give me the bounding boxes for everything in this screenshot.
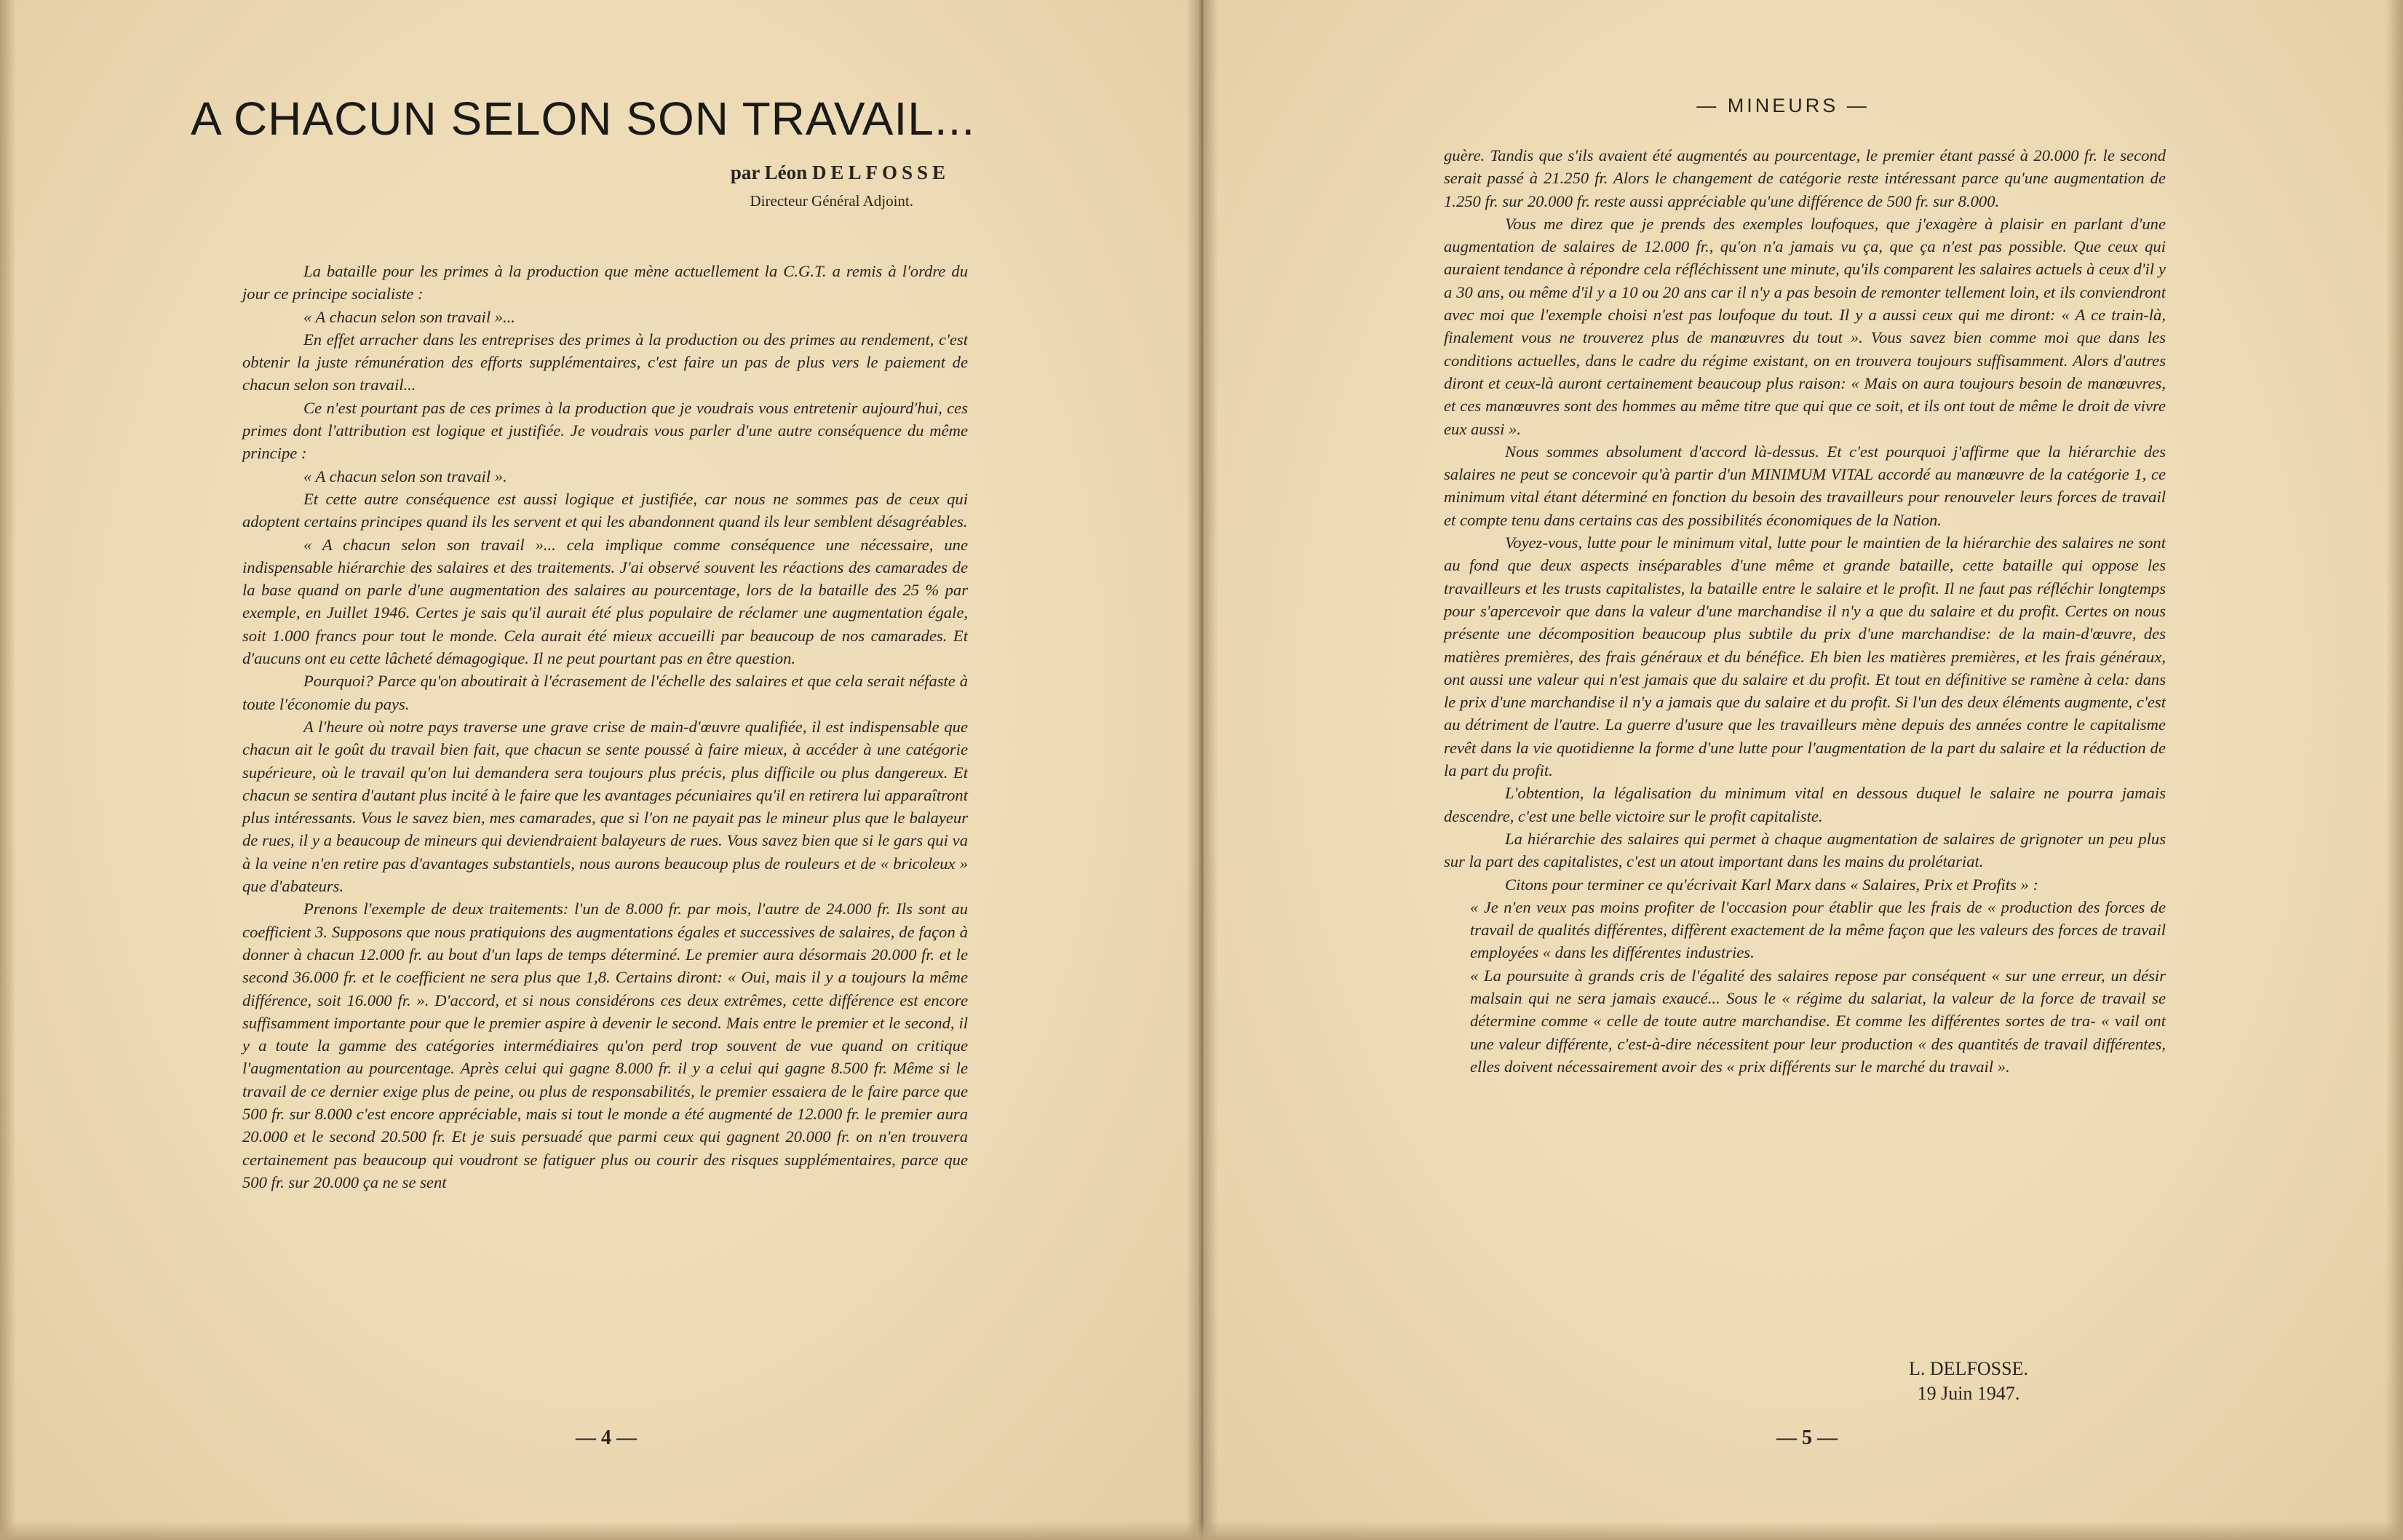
page-edge-shadow <box>2386 0 2403 1540</box>
paragraph: « A chacun selon son travail ». <box>303 467 507 485</box>
page-number: — 4 — <box>576 1426 637 1449</box>
paragraph: Ce n'est pourtant pas de ces primes à la production que je voudrais vous entretenir aujourd'hui, ces primes dont l'attribution est logique et justifiée. Je voudrais vous parler d'une autre conséquence du même principe : <box>242 398 968 463</box>
paragraph: Voyez-vous, lutte pour le minimum vital, lutte pour le maintien de la hiérarchie des salaires ne sont au fond que deux aspects inséparables d'une même et grande bataille, cette bataille qui oppose les travailleurs et les trusts capitalistes, la bataille entre le salaire et le profit. Il ne faut pas réfléchir longtemps pour s'apercevoir que dans la valeur d'une marchandise il n'y a que du salaire et du profit. Certes on nous présente une décomposition beaucoup plus subtile du prix d'une marchandise: de la main-d'œuvre, des matières premières, des frais généraux et du bénéfice. Eh bien les matières premières, et les frais généraux, ont aussi une valeur qui n'est jamais que du salaire et du profit. Et tout en définitive se ramène à cela: dans le prix d'une marchandise il n'y a jamais que du salaire et du profit. Si l'un des deux éléments augmente, c'est au détriment de l'autre. La guerre d'usure que les travailleurs mène depuis des années contre le capitalisme revêt dans la vie quotidienne la forme d'une lutte pour l'augmentation de la part du salaire et la réduction de la part du profit. <box>1444 533 2166 780</box>
paragraph: « A chacun selon son travail »... cela implique comme conséquence une nécessaire, une indispensable hiérarchie des salaires et des traitements. J'ai observé souvent les réactions des camarades de la base quand on parle d'une augmentation des salaires au pourcentage, lors de la bataille des 25 % par exemple, en Juillet 1946. Certes je sais qu'il aurait été plus populaire de réclamer une augmentation égale, soit 1.000 francs pour tout le monde. Cela aurait été mieux accueilli par beaucoup de nos camarades. Et d'aucuns ont eu cette lâcheté démagogique. Il ne peut pourtant pas en être question. <box>242 535 968 668</box>
author-name: DELFOSSE <box>811 162 950 183</box>
book-spine <box>1186 0 1218 1540</box>
paragraph: Pourquoi? Parce qu'on aboutirait à l'écrasement de l'échelle des salaires et que cela serait néfaste à toute l'économie du pays. <box>242 672 968 713</box>
paragraph: Et cette autre conséquence est aussi logique et justifiée, car nous ne sommes pas de ceux qui adoptent certains principes quand ils les servent et qui les abandonnent quand ils leur semblent désagréables. <box>242 489 968 531</box>
marx-quote: « Je n'en veux pas moins profiter de l'occasion pour établir que les frais de « production des forces de travail de qualités différentes, diffèrent exactement de la même façon que les valeurs des forces de travail employées « dans les différentes industries. <box>1470 897 2166 962</box>
paragraph: Prenons l'exemple de deux traitements: l'un de 8.000 fr. par mois, l'autre de 24.000 fr. Ils sont au coefficient 3. Supposons que nous pratiquions des augmentations égales et successives de salaires, de façon à donner à chacun 12.000 fr. au bout d'un laps de temps déterminé. Le premier aura désormais 20.000 fr. et le second 36.000 fr. et le coefficient ne sera plus que 1,8. Certains diront: « Oui, mais il y a toujours la même différence, soit 16.000 fr. ». D'accord, et si nous considérons ces deux extrêmes, cette différence est encore suffisamment importante pour que le premier aspire à devenir le second. Mais entre le premier et le second, il y a toute la gamme des catégories intermédiaires qu'on perd trop souvent de vue quand on critique l'augmentation au pourcentage. Après celui qui gagne 8.000 fr. il y a celui qui gagne 8.500 fr. Même si le travail de ce dernier exige plus de peine, ou plus de responsabilités, le premier essaiera de le faire parce que 500 fr. sur 8.000 c'est encore appréciable, mais si tout le monde a été augmenté de 12.000 fr. le premier aura 20.000 et le second 20.500 fr. Et je suis persuadé que parmi ceux qui gagnent 20.000 fr. on n'en trouvera certainement pas beaucoup qui voudront se fatiguer plus ou courir des risques supplémentaires, parce que 500 fr. sur 20.000 ça ne se sent <box>242 900 968 1191</box>
paragraph: guère. Tandis que s'ils avaient été augmentés au pourcentage, le premier étant passé à 20.000 fr. le second serait passé à 21.250 fr. Alors le changement de catégorie reste intéressant parce qu'une augmentation de 1.250 fr. sur 20.000 fr. reste aussi appréciable qu'une différence de 500 fr. sur 8.000. <box>1444 146 2166 210</box>
signature-block <box>1805 1357 2132 1406</box>
byline-prefix: par Léon <box>730 162 808 183</box>
right-article-body <box>1444 144 2166 1078</box>
signature-date: 19 Juin 1947. <box>1917 1383 2020 1404</box>
page-edge-shadow <box>0 0 16 1540</box>
paragraph: A l'heure où notre pays traverse une grave crise de main-d'œuvre qualifiée, il est indispensable que chacun ait le goût du travail bien fait, que chacun se sente poussé à faire mieux, à accéder à une catégorie supérieure, où le travail qu'on lui demandera sera toujours plus précis, plus difficile ou plus dangereux. Et chacun se sentira d'autant plus incité à le faire que les avantages pécuniaires qu'il en retirera lui apparaîtront plus intéressants. Vous le savez bien, mes camarades, que si l'on ne payait pas le mineur plus que le balayeur de rues, il y a beaucoup de mineurs qui deviendraient balayeurs de rues. Vous savez bien que si le gars qui va à la veine n'en retire pas d'avantages substantiels, nous aurons beaucoup plus de rouleurs et de « bricoleux » que d'abateurs. <box>242 717 968 896</box>
paragraph: En effet arracher dans les entreprises des primes à la production ou des primes au rendement, c'est obtenir la juste rémunération des efforts supplémentaires, c'est faire un pas de plus vers le paiement de chacun selon son travail... <box>242 330 968 394</box>
paragraph: Vous me direz que je prends des exemples loufoques, que j'exagère à plaisir en parlant d'une augmentation de salaires de 12.000 fr., qu'on n'a jamais vu ça, que ça n'est pas possible. Que ceux qui auraient tendance à répondre cela réfléchissent une minute, qu'ils comparent les salaires actuels à ceux d'il y a 30 ans, ou même d'il y a 10 ou 20 ans car il n'y a pas besoin de remonter tellement loin, et ils conviendront avec moi que l'exemple choisi n'est pas loufoque du tout. Il y a aussi ceux qui me diront: « A ce train-là, finalement vous ne trouverez plus de manœuvres du tout ». Vous savez bien comme moi que dans les conditions actuelles, dans le cadre du régime existant, on en trouvera toujours suffisamment. Alors d'autres diront et ceux-là auront certainement beaucoup plus raison: « Mais on aura toujours besoin de manœuvres, et ces manœuvres sont des hommes au même titre que qui que ce soit, et ils ont tout de même le droit de vivre eux aussi ». <box>1444 214 2166 438</box>
page-bottom-shadow <box>0 1521 2403 1540</box>
left-page <box>0 0 1199 1540</box>
paragraph: La bataille pour les primes à la production que mène actuellement la C.G.T. a remis à l'ordre du jour ce principe socialiste : <box>242 262 968 303</box>
paragraph: La hiérarchie des salaires qui permet à chaque augmentation de salaires de grignoter un peu plus sur la part des capitalistes, c'est un atout important dans les mains du prolétariat. <box>1444 829 2166 871</box>
paragraph: Citons pour terminer ce qu'écrivait Karl Marx dans « Salaires, Prix et Profits » : <box>1505 875 2038 894</box>
signature-name: L. DELFOSSE. <box>1909 1358 2028 1379</box>
paragraph: « A chacun selon son travail »... <box>303 307 515 326</box>
running-header: — MINEURS — <box>1696 95 1870 116</box>
paragraph: L'obtention, la légalisation du minimum vital en dessous duquel le salaire ne pourra jamais descendre, c'est une belle victoire sur le profit capitaliste. <box>1444 784 2166 825</box>
paragraph: Nous sommes absolument d'accord là-dessus. Et c'est pourquoi j'affirme que la hiérarchie des salaires ne peut se concevoir qu'à partir d'un MINIMUM VITAL accordé au manœuvre de la catégorie 1, ce minimum vital étant déterminé en fonction du besoin des travailleurs pour renouveler leurs forces de travail et compte tenu dans certains cas des possibilités économiques de la Nation. <box>1444 442 2166 529</box>
author-role: Directeur Général Adjoint. <box>750 192 913 210</box>
article-title: A CHACUN SELON SON TRAVAIL... <box>191 92 976 145</box>
byline <box>509 162 950 184</box>
page-number: — 5 — <box>1776 1426 1838 1449</box>
left-article-body <box>242 260 968 1194</box>
marx-quote: « La poursuite à grands cris de l'égalité des salaires repose par conséquent « sur une erreur, un désir malsain qui ne sera jamais exaucé... Sous le « régime du salariat, la valeur de la force de travail se détermine comme « celle de toute autre marchandise. Et comme les différentes sortes de tra- « vail ont une valeur différente, c'est-à-dire nécessitent pour leur production « des quantités de travail différentes, elles doivent nécessairement avoir des « prix différents sur le marché du travail ». <box>1470 966 2166 1076</box>
